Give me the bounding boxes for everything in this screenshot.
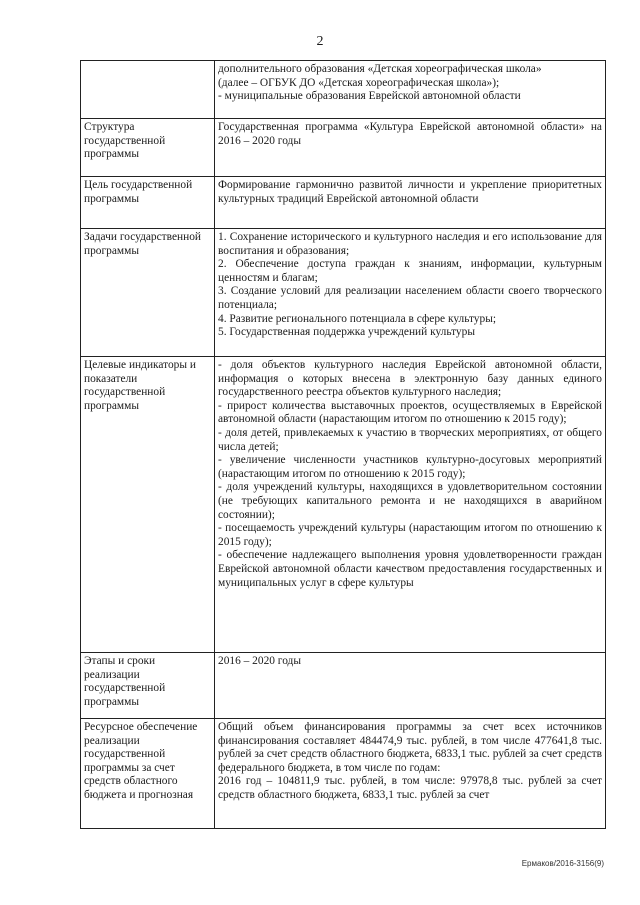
row-text: - доля объектов культурного наследия Еврейской автономной области, информация о которых внесена в электронную базу данных единого государственного реестра объектов культурного наследия; <box>218 359 602 399</box>
row-text: - прирост количества выставочных проектов, осуществляемых в Еврейской автономной области (нарастающим итогом по отношению к 2015 году); <box>218 399 602 426</box>
row-text: 2016 год – 104811,9 тыс. рублей, в том числе: 97978,8 тыс. рублей за счет средств областного бюджета, 6833,1 тыс. рублей за счет <box>218 775 602 801</box>
row-value <box>215 61 606 119</box>
table-row <box>81 61 606 119</box>
row-text: - посещаемость учреждений культуры (нарастающим итогом по отношению к 2015 году); <box>218 522 602 548</box>
page-number: 2 <box>316 34 324 49</box>
row-text: (далее – ОГБУК ДО «Детская хореографическая школа»); <box>218 76 500 89</box>
row-text: Формирование гармонично развитой личности и укрепление приоритетных культурных традиций Еврейской автономной области <box>218 179 602 205</box>
row-value <box>215 177 606 229</box>
row-value <box>215 119 606 177</box>
row-text: Государственная программа «Культура Еврейской автономной области» на 2016 – 2020 годы <box>218 121 602 147</box>
row-value <box>215 719 606 829</box>
table-row <box>81 719 606 829</box>
row-value <box>215 229 606 357</box>
table-row <box>81 229 606 357</box>
table-row <box>81 653 606 719</box>
row-label: Целевые индикаторы и показатели государственной программы <box>81 357 215 653</box>
row-label: Этапы и сроки реализации государственной программы <box>81 653 215 719</box>
row-label: Структура государственной программы <box>81 119 215 177</box>
document-reference: Ермаков/2016-3156(9) <box>521 859 604 868</box>
row-text: 2016 – 2020 годы <box>218 655 302 667</box>
row-text: - муниципальные образования Еврейской автономной области <box>218 90 521 103</box>
table-row <box>81 119 606 177</box>
row-label <box>81 61 215 119</box>
row-label: Цель государственной программы <box>81 177 215 229</box>
row-value <box>215 653 606 719</box>
table-row <box>81 357 606 653</box>
table-row <box>81 177 606 229</box>
row-label: Ресурсное обеспечение реализации государственной программы за счет средств областного бюджета и прогнозная <box>81 719 215 829</box>
row-text: 1. Сохранение исторического и культурного наследия и его использование для воспитания и образования; <box>218 231 602 257</box>
row-value <box>215 357 606 653</box>
row-text: Общий объем финансирования программы за счет всех источников финансирования составляет 484474,9 тыс. рублей, в том числе 477641,8 тыс. рублей за счет средств областного бюджета, 6833,1 тыс. рублей за счет средств федерального бюджета, в том числе по годам: <box>218 721 602 774</box>
row-label: Задачи государственной программы <box>81 229 215 357</box>
row-text: 2. Обеспечение доступа граждан к знаниям, информации, культурным ценностям и благам; <box>218 258 602 284</box>
row-text: дополнительного образования «Детская хореографическая школа» <box>218 63 542 75</box>
row-text: 3. Создание условий для реализации населением области своего творческого потенциала; <box>218 285 602 311</box>
row-text: 5. Государственная поддержка учреждений культуры <box>218 326 475 339</box>
row-text: 4. Развитие регионального потенциала в сфере культуры; <box>218 312 497 325</box>
row-text: - доля детей, привлекаемых к участию в творческих мероприятиях, от общего числа детей; <box>218 426 602 453</box>
row-text: - обеспечение надлежащего выполнения уровня удовлетворенности граждан Еврейской автономной области качеством предоставления государственных и муниципальных услуг в сфере культуры <box>218 549 602 589</box>
row-text: - доля учреждений культуры, находящихся в удовлетворительном состоянии (не требующих капитального ремонта и не находящихся в аварийном состоянии); <box>218 481 602 521</box>
program-passport-table <box>80 60 606 829</box>
row-text: - увеличение численности участников культурно-досуговых мероприятий (нарастающим итогом по отношению к 2015 году); <box>218 454 602 480</box>
